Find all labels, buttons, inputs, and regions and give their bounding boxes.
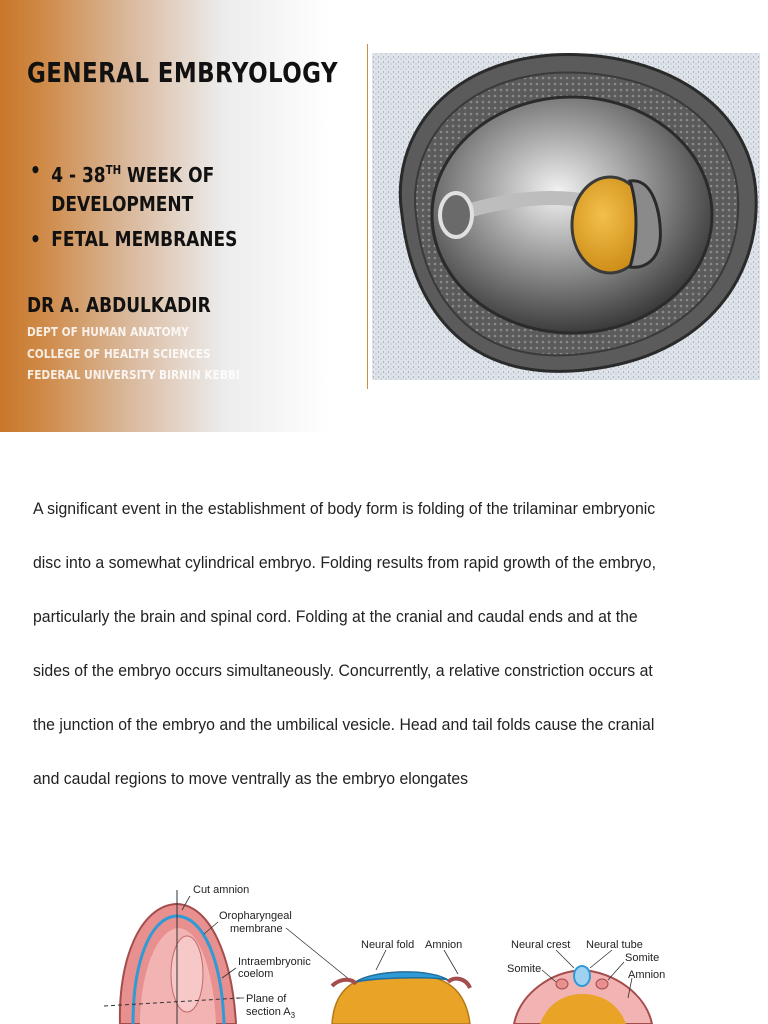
topic-list	[30, 156, 274, 260]
pointer-line	[286, 928, 350, 980]
embryo-folding-diagram	[0, 870, 768, 1024]
title-banner	[0, 0, 768, 432]
banner-divider	[367, 44, 368, 389]
label-oropharyngeal: Oropharyngeal	[219, 910, 292, 922]
author-name: DR A. ABDULKADIR	[27, 293, 211, 317]
topic-item	[30, 156, 237, 219]
label-cut-amnion: Cut amnion	[193, 884, 250, 896]
pointer-line	[376, 950, 386, 970]
label-amnion-2: Amnion	[628, 969, 666, 981]
allantois	[440, 193, 472, 237]
body-line: the junction of the embryo and the umbilical vesicle. Head and tail folds cause the cranial	[33, 715, 655, 734]
body-line: and caudal regions to move ventrally as the embryo elongates	[33, 769, 469, 788]
label-somite-left: Somite	[507, 963, 542, 975]
body-line: disc into a somewhat cylindrical embryo. Folding results from rapid growth of the embryo,	[33, 553, 656, 572]
label-plane-of: Plane of	[246, 993, 287, 1005]
label-membrane: membrane	[230, 923, 283, 935]
topic-item	[30, 225, 237, 254]
page-title: GENERAL EMBRYOLOGY	[27, 56, 338, 89]
label-coelom: coelom	[238, 968, 274, 980]
pointer-line	[590, 950, 612, 968]
label-section-text: section A	[246, 1006, 291, 1018]
pointer-line	[608, 962, 624, 980]
topic-2-label: FETAL MEMBRANES	[51, 227, 238, 251]
affiliation-list	[27, 322, 269, 387]
somite-left-shape	[556, 979, 568, 989]
label-somite-right: Somite	[625, 952, 660, 964]
topic-1-sup: TH	[105, 163, 122, 177]
body-line: particularly the brain and spinal cord. Folding at the cranial and caudal ends and at the	[33, 607, 638, 626]
body-line: sides of the embryo occurs simultaneously. Concurrently, a relative constriction occurs at	[33, 661, 653, 680]
pointer-line	[556, 950, 574, 968]
label-amnion-1: Amnion	[425, 939, 463, 951]
label-neural-tube: Neural tube	[586, 939, 643, 951]
affiliation-line: COLLEGE OF HEALTH SCIENCES	[27, 346, 211, 361]
neural-tube-shape	[574, 966, 590, 986]
topic-1-prefix: 4 - 38	[51, 163, 106, 187]
body-paragraph	[33, 482, 738, 806]
affiliation-line: DEPT OF HUMAN ANATOMY	[27, 325, 189, 339]
label-section-sub: 3	[290, 1011, 296, 1020]
pointer-line	[444, 950, 458, 974]
chorionic-sac-illustration	[372, 45, 760, 380]
label-neural-crest: Neural crest	[511, 939, 571, 951]
label-section	[246, 1006, 296, 1020]
affiliation-line: FEDERAL UNIVERSITY BIRNIN KEBBI	[27, 368, 240, 382]
label-intraembryonic: Intraembryonic	[238, 956, 311, 968]
somite-right-shape	[596, 979, 608, 989]
body-line: A significant event in the establishment of body form is folding of the trilaminar embryonic	[33, 499, 656, 518]
label-neural-fold: Neural fold	[361, 939, 415, 951]
topic-1-line2: DEVELOPMENT	[51, 192, 194, 216]
topic-1-suffix: WEEK OF	[121, 163, 215, 187]
